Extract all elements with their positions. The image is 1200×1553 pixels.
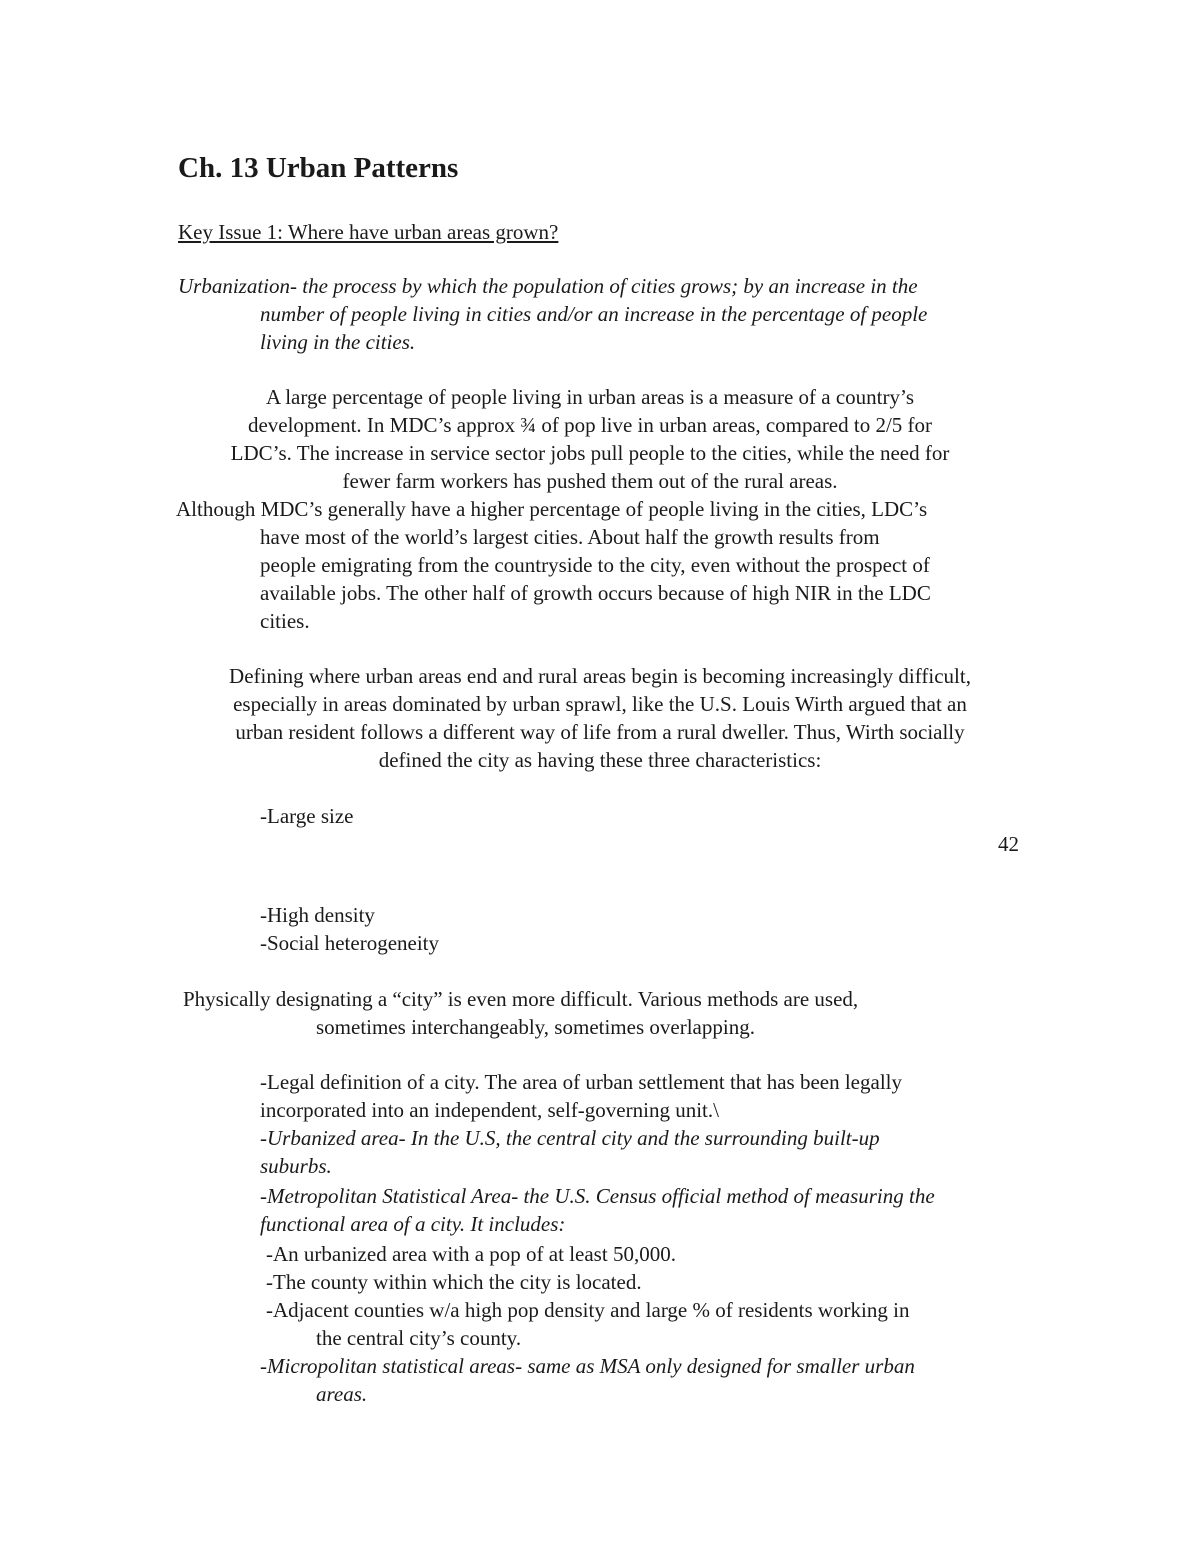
definition-line: Urbanization- the process by which the population of cities grows; by an increase in the: [178, 274, 918, 298]
definition-line: number of people living in cities and/or an increase in the percentage of people: [260, 302, 928, 326]
paragraph-line: LDC’s. The increase in service sector jobs pull people to the cities, while the need for: [230, 441, 950, 465]
page-number: 42: [998, 832, 1019, 856]
paragraph-line: A large percentage of people living in urban areas is a measure of a country’s: [265, 385, 915, 409]
msa-item: the central city’s county.: [316, 1326, 522, 1350]
method-msa: functional area of a city. It includes:: [260, 1212, 566, 1236]
paragraph-line: cities.: [260, 609, 310, 633]
characteristic-item: -Social heterogeneity: [260, 931, 440, 955]
method-urbanized: -Urbanized area- In the U.S, the central city and the surrounding built-up: [260, 1126, 880, 1150]
method-urbanized: suburbs.: [260, 1154, 332, 1178]
definition-line: living in the cities.: [260, 330, 416, 354]
characteristic-item: -Large size: [260, 804, 354, 828]
paragraph-line: sometimes interchangeably, sometimes overlapping.: [316, 1015, 755, 1039]
msa-item: -The county within which the city is located.: [266, 1270, 642, 1294]
paragraph-line: people emigrating from the countryside to the city, even without the prospect of: [260, 553, 930, 577]
characteristic-item: -High density: [260, 903, 375, 927]
msa-item: -Adjacent counties w/a high pop density and large % of residents working in: [266, 1298, 910, 1322]
paragraph-line: Although MDC’s generally have a higher percentage of people living in the cities, LDC’s: [176, 497, 928, 521]
key-issue-heading: Key Issue 1: Where have urban areas grown?: [178, 220, 559, 244]
page-title: Ch. 13 Urban Patterns: [178, 152, 459, 184]
paragraph-line: Defining where urban areas end and rural areas begin is becoming increasingly difficult,: [229, 664, 971, 688]
paragraph-line: defined the city as having these three characteristics:: [378, 748, 822, 772]
paragraph-line: especially in areas dominated by urban sprawl, like the U.S. Louis Wirth argued that an: [233, 692, 967, 716]
paragraph-line: development. In MDC’s approx ¾ of pop live in urban areas, compared to 2/5 for: [247, 413, 933, 437]
method-legal: -Legal definition of a city. The area of urban settlement that has been legally: [260, 1070, 902, 1094]
method-msa: -Metropolitan Statistical Area- the U.S. Census official method of measuring the: [260, 1184, 935, 1208]
method-micropolitan: -Micropolitan statistical areas- same as MSA only designed for smaller urban: [260, 1354, 915, 1378]
msa-item: -An urbanized area with a pop of at least 50,000.: [266, 1242, 676, 1266]
paragraph-line: urban resident follows a different way of life from a rural dweller. Thus, Wirth socially: [235, 720, 965, 744]
method-micropolitan: areas.: [316, 1382, 368, 1406]
paragraph-line: available jobs. The other half of growth occurs because of high NIR in the LDC: [260, 581, 931, 605]
paragraph-line: fewer farm workers has pushed them out of the rural areas.: [342, 469, 838, 493]
paragraph-line: have most of the world’s largest cities. About half the growth results from: [260, 525, 880, 549]
paragraph-line: Physically designating a “city” is even more difficult. Various methods are used,: [183, 987, 859, 1011]
method-legal: incorporated into an independent, self-governing unit.\: [260, 1098, 719, 1122]
